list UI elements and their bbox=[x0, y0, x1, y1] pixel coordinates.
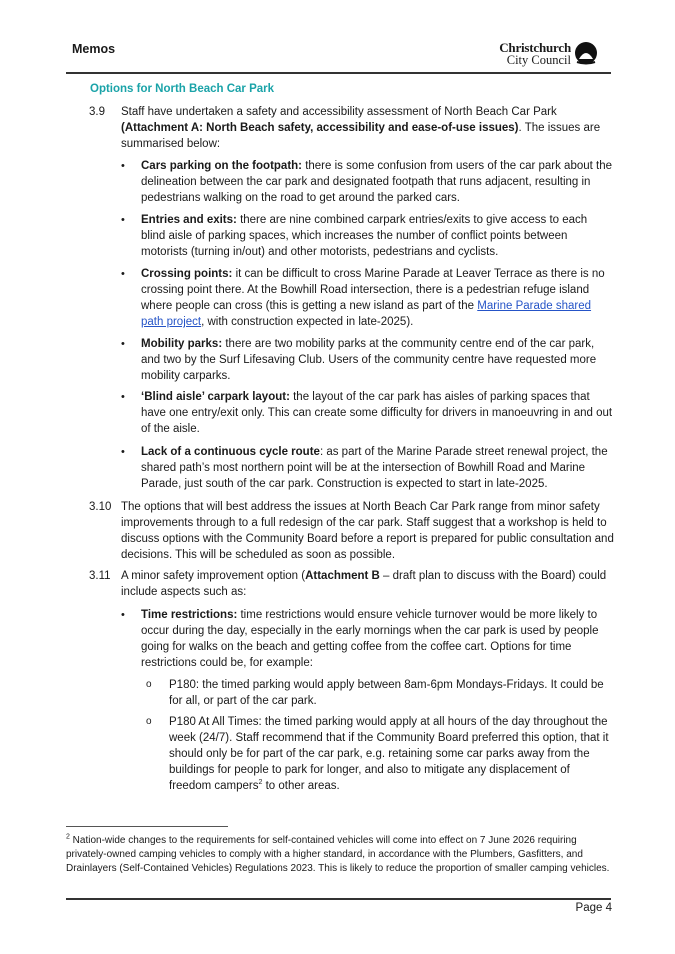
para-number-3-9: 3.9 bbox=[89, 106, 105, 118]
bullet-text: time restrictions would ensure vehicle turnover would be more likely to occur during the day, especially in the early mornings when the car park is used by people going for walks on the beach and getting coffee from the coffee cart. Options for time restrictions could be, for example: bbox=[141, 609, 599, 669]
bullet-icon: • bbox=[121, 609, 125, 621]
para-3-11 bbox=[121, 568, 614, 600]
sub-bullet-icon: o bbox=[146, 679, 152, 690]
logo-line1: Christchurch bbox=[499, 40, 571, 55]
para-3-11-text: A minor safety improvement option ( bbox=[121, 570, 306, 582]
bullet-text: the layout of the car park has aisles of parking spaces that have one entry/exit only. This can create some difficulty for drivers in manoeuvring in and out of the aisle. bbox=[141, 391, 613, 435]
footnote-ref[interactable]: 2 bbox=[258, 779, 263, 787]
para-3-10: The options that will best address the issues at North Beach Car Park range from minor safety improvements through to a full redesign of the car park. Staff suggest that a workshop is held to discuss options with the Community Board before a report is prepared for public consultation and decisions. This will be scheduled as soon as possible. bbox=[121, 501, 614, 561]
sub-bullet-text: to other areas. bbox=[262, 780, 340, 792]
bullet-text: there are two mobility parks at the community centre end of the car park, and two by the Surf Lifesaving Club. Users of the community centre have requested more mobility carparks. bbox=[141, 338, 597, 382]
footer-rule bbox=[66, 898, 611, 900]
para-number-3-10: 3.10 bbox=[89, 501, 112, 513]
bullet-title: Cars parking on the footpath: bbox=[141, 160, 302, 172]
section-heading: Options for North Beach Car Park bbox=[90, 83, 275, 95]
sub-bullet-icon: o bbox=[146, 716, 152, 727]
list-item bbox=[141, 607, 614, 671]
para-3-9-text: Staff have undertaken a safety and accessibility assessment of North Beach Car Park bbox=[121, 106, 557, 118]
list-item bbox=[141, 389, 614, 437]
bullet-icon: • bbox=[121, 268, 125, 280]
cathedral-logo-icon bbox=[573, 41, 599, 67]
bullet-title: Mobility parks: bbox=[141, 338, 223, 350]
para-3-9 bbox=[121, 104, 614, 152]
bullet-icon: • bbox=[121, 338, 125, 350]
footnote-marker: 2 bbox=[66, 833, 70, 841]
bullet-title: Time restrictions: bbox=[141, 609, 238, 621]
list-item bbox=[141, 266, 614, 330]
list-item bbox=[141, 212, 614, 260]
bullet-icon: • bbox=[121, 160, 125, 172]
bullet-text: : as part of the Marine Parade street renewal project, the shared path’s most northern point will be at the intersection of Bowhill Road and Marine Parade, just south of the car park. Construction is expected to start in late-2025. bbox=[141, 446, 608, 490]
attachment-a-ref: (Attachment A: North Beach safety, accessibility and ease-of-use issues) bbox=[121, 122, 519, 134]
footnote-rule bbox=[66, 826, 228, 827]
para-number-3-11: 3.11 bbox=[89, 570, 111, 582]
bullet-text: it can be difficult to cross Marine Parade at Leaver Terrace as there is no crossing point there. At the Bowhill Road intersection, there is a pedestrian refuge island where people can cross (this is getting a new island as part of the bbox=[141, 268, 605, 312]
bullet-title: Entries and exits: bbox=[141, 214, 237, 226]
header-rule bbox=[66, 72, 611, 74]
council-logo bbox=[497, 40, 607, 68]
footnote bbox=[66, 834, 618, 876]
memo-title: Memos bbox=[72, 42, 116, 56]
attachment-b-ref: Attachment B bbox=[305, 570, 380, 582]
sub-list-item bbox=[169, 714, 614, 794]
page-number: Page 4 bbox=[575, 902, 612, 914]
bullet-title: Lack of a continuous cycle route bbox=[141, 446, 320, 458]
sub-list-item: P180: the timed parking would apply between 8am-6pm Mondays-Fridays. It could be for all, or part of the car park. bbox=[169, 679, 604, 707]
list-item bbox=[141, 158, 614, 206]
bullet-icon: • bbox=[121, 446, 125, 458]
bullet-text: , with construction expected in late-2025). bbox=[201, 316, 414, 328]
bullet-icon: • bbox=[121, 391, 125, 403]
para-3-9-tail: . The issues are summarised below: bbox=[121, 122, 601, 150]
list-item bbox=[141, 336, 614, 384]
bullet-text: there are nine combined carpark entries/exits to give access to each blind aisle of parking spaces, which increases the number of conflict points between motorists (turning in/out) and other motorists, pedestrians and cyclists. bbox=[141, 214, 588, 258]
marine-parade-link[interactable]: Marine Parade shared path project bbox=[141, 300, 592, 328]
bullet-title: ‘Blind aisle’ carpark layout: bbox=[141, 391, 290, 403]
bullet-title: Crossing points: bbox=[141, 268, 233, 280]
para-3-11-tail: – draft plan to discuss with the Board) could include aspects such as: bbox=[121, 570, 607, 598]
sub-bullet-text: P180 At All Times: the timed parking would apply at all hours of the day throughout the week (24/7). Staff recommend that if the Community Board preferred this option, that it should only be for part of the car park, e.g. retaining some car parks away from the buildings for people to park for longer, and also to mitigate any displacement of freedom campers bbox=[169, 716, 609, 792]
footnote-text: Nation-wide changes to the requirements for self-contained vehicles will come into effect on 7 June 2026 requiring privately-owned camping vehicles to comply with a higher standard, in accordance with the Plumbers, Gasfitters, and Drainlayers (Self-Contained Vehicles) Regulations 2023. This is likely to reduce the proportion of smaller camping vehicles. bbox=[66, 835, 610, 874]
logo-line2: City Council bbox=[506, 53, 571, 67]
bullet-text: there is some confusion from users of the car park about the delineation between the car park and designated footpath that runs adjacent, resulting in pedestrians walking on the road to get around the parked cars. bbox=[141, 160, 613, 204]
bullet-icon: • bbox=[121, 214, 125, 226]
list-item bbox=[141, 444, 614, 492]
